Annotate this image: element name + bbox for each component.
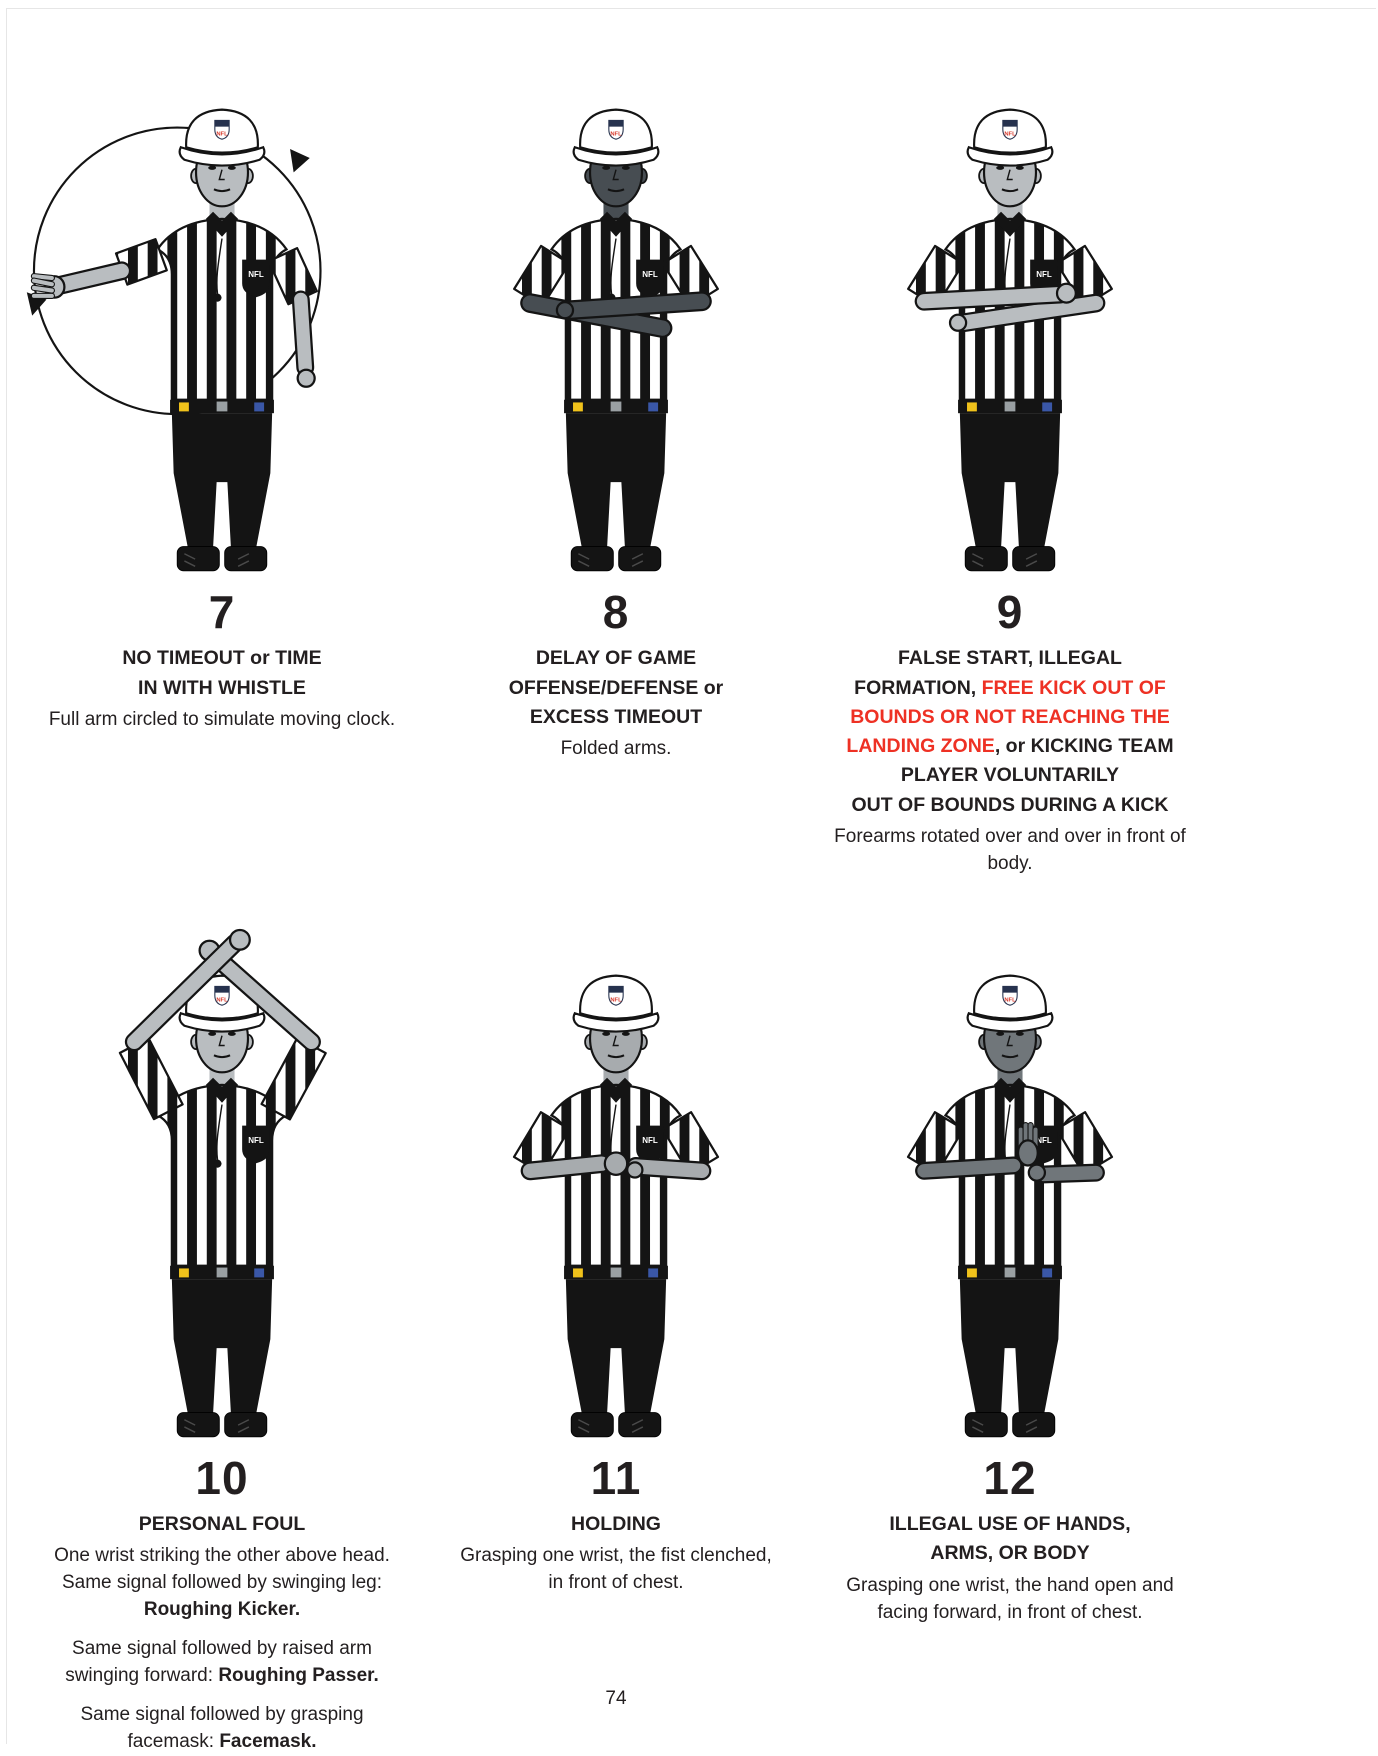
signal-description-paragraph (846, 1573, 1173, 1627)
svg-text:NFL: NFL (610, 997, 622, 1004)
text-segment: facing forward, in front of chest. (877, 1601, 1143, 1623)
text-segment: HOLDING (571, 1513, 661, 1536)
signal-title-line (571, 1510, 661, 1539)
signal-description-line (846, 1573, 1173, 1600)
signal-description-line (54, 1729, 390, 1756)
svg-text:NFL: NFL (216, 997, 228, 1004)
signal-title-line (846, 703, 1173, 732)
svg-text:NFL: NFL (610, 131, 622, 138)
text-segment: PLAYER VOLUNTARILY (900, 764, 1120, 787)
signal-description (561, 734, 672, 763)
signal-title-line (889, 1539, 1130, 1568)
signal-cell-8 (419, 38, 813, 878)
signal-cell-12 (813, 904, 1207, 1756)
referee-forearms-rotated (813, 38, 1207, 586)
svg-text:NFL: NFL (248, 270, 264, 280)
referee-full-arm-circled (25, 38, 419, 586)
signal-number: 10 (195, 1451, 249, 1504)
signal-description-paragraph (460, 1543, 772, 1597)
signal-number: 8 (602, 586, 630, 638)
referee-grasping-wrist-fist (419, 904, 813, 1452)
signal-description-line (54, 1543, 390, 1570)
title-segment-red: FREE KICK OUT OF (981, 676, 1166, 699)
signal-title (509, 644, 724, 732)
text-segment: NO TIMEOUT or TIME (122, 647, 322, 670)
text-segment: Same signal followed by grasping (80, 1704, 364, 1726)
signal-description-paragraph (54, 1543, 390, 1624)
svg-text:NFL: NFL (1036, 270, 1052, 280)
signal-number: 11 (590, 1451, 642, 1504)
signals-grid (25, 38, 1207, 1756)
text-segment: swinging forward: (65, 1665, 219, 1687)
signal-cell-10 (25, 904, 419, 1756)
text-segment: FORMATION, (854, 676, 982, 699)
text-segment: One wrist striking the other above head. (54, 1545, 390, 1567)
signal-title (139, 1510, 305, 1539)
text-segment: , or KICKING TEAM (994, 735, 1174, 758)
signal-description-line (846, 1600, 1173, 1627)
signal-description-paragraph (813, 824, 1207, 878)
text-segment: Forearms rotated over and over in front of body. (834, 825, 1186, 874)
signal-cell-7 (25, 38, 419, 878)
text-segment: in front of chest. (548, 1572, 684, 1594)
signal-title-line (846, 674, 1173, 703)
text-segment: FALSE START, ILLEGAL (898, 647, 1122, 670)
signal-title-line (509, 674, 724, 703)
referee-grasping-wrist-open-hand (813, 904, 1207, 1452)
signal-description-line (54, 1636, 390, 1663)
svg-text:NFL: NFL (1004, 997, 1016, 1004)
signal-title-line (846, 791, 1173, 820)
signal-description-line (813, 824, 1207, 878)
signal-title (122, 644, 321, 703)
signal-description-line (54, 1570, 390, 1597)
svg-text:NFL: NFL (1036, 1135, 1052, 1145)
signal-description-line (49, 707, 395, 734)
text-segment: ARMS, OR BODY (930, 1542, 1090, 1565)
signal-title (846, 644, 1173, 820)
page-number: 74 (605, 1688, 627, 1709)
signal-description-paragraph (54, 1702, 390, 1756)
signal-description-line (54, 1597, 390, 1624)
text-segment: Full arm circled to simulate moving clock. (48, 708, 396, 730)
signal-cell-9 (813, 38, 1207, 878)
text-segment: Folded arms. (560, 738, 672, 760)
text-segment: IN WITH WHISTLE (138, 676, 306, 699)
signal-cell-11 (419, 904, 813, 1756)
signal-description (846, 1571, 1173, 1627)
signal-title-line (889, 1510, 1130, 1539)
signal-description (460, 1541, 772, 1597)
svg-text:NFL: NFL (642, 270, 658, 280)
text-segment: Roughing Kicker. (143, 1599, 301, 1621)
signal-title-line (509, 703, 724, 732)
svg-text:NFL: NFL (248, 1135, 264, 1145)
signal-title-line (846, 732, 1173, 761)
signal-title-line (122, 644, 321, 673)
signal-description-line (561, 736, 672, 763)
text-segment: EXCESS TIMEOUT (529, 705, 703, 728)
signal-title-line (846, 644, 1173, 673)
signal-number: 7 (208, 586, 236, 638)
signal-number: 9 (996, 586, 1024, 638)
title-segment-red: BOUNDS OR NOT REACHING THE (850, 705, 1170, 728)
text-segment: Grasping one wrist, the fist clenched, (460, 1545, 772, 1567)
signal-number: 12 (983, 1451, 1037, 1504)
signal-title-line (139, 1510, 305, 1539)
text-segment: DELAY OF GAME (535, 647, 697, 670)
text-segment: OFFENSE/DEFENSE or (508, 676, 724, 699)
signal-title-line (846, 761, 1173, 790)
text-segment: ILLEGAL USE OF HANDS, (889, 1513, 1131, 1536)
svg-text:NFL: NFL (1004, 131, 1016, 138)
referee-wrists-striking-above-head (25, 904, 419, 1452)
text-segment: Same signal followed by swinging leg: (61, 1572, 382, 1594)
signal-description-line (460, 1543, 772, 1570)
text-segment: facemask: (127, 1731, 220, 1753)
signal-description-paragraph (561, 736, 672, 763)
signal-description-line (54, 1663, 390, 1690)
svg-text:NFL: NFL (642, 1135, 658, 1145)
svg-text:NFL: NFL (216, 131, 228, 138)
signal-description (49, 705, 395, 734)
signal-description-paragraph (49, 707, 395, 734)
signal-description (54, 1541, 390, 1756)
text-segment: Grasping one wrist, the hand open and (846, 1574, 1174, 1596)
referee-folded-arms (419, 38, 813, 586)
title-segment-red: LANDING ZONE (846, 735, 995, 758)
signal-description (813, 822, 1207, 878)
text-segment: Facemask. (219, 1731, 317, 1753)
text-segment: OUT OF BOUNDS DURING A KICK (851, 793, 1169, 816)
signal-title-line (509, 644, 724, 673)
signal-description-paragraph (54, 1636, 390, 1690)
signal-title (571, 1510, 661, 1539)
text-segment: Same signal followed by raised arm (72, 1638, 372, 1660)
signal-title-line (122, 674, 321, 703)
text-segment: Roughing Passer. (218, 1665, 379, 1687)
signal-description-line (460, 1570, 772, 1597)
signal-title (889, 1510, 1130, 1569)
text-segment: PERSONAL FOUL (138, 1513, 306, 1536)
